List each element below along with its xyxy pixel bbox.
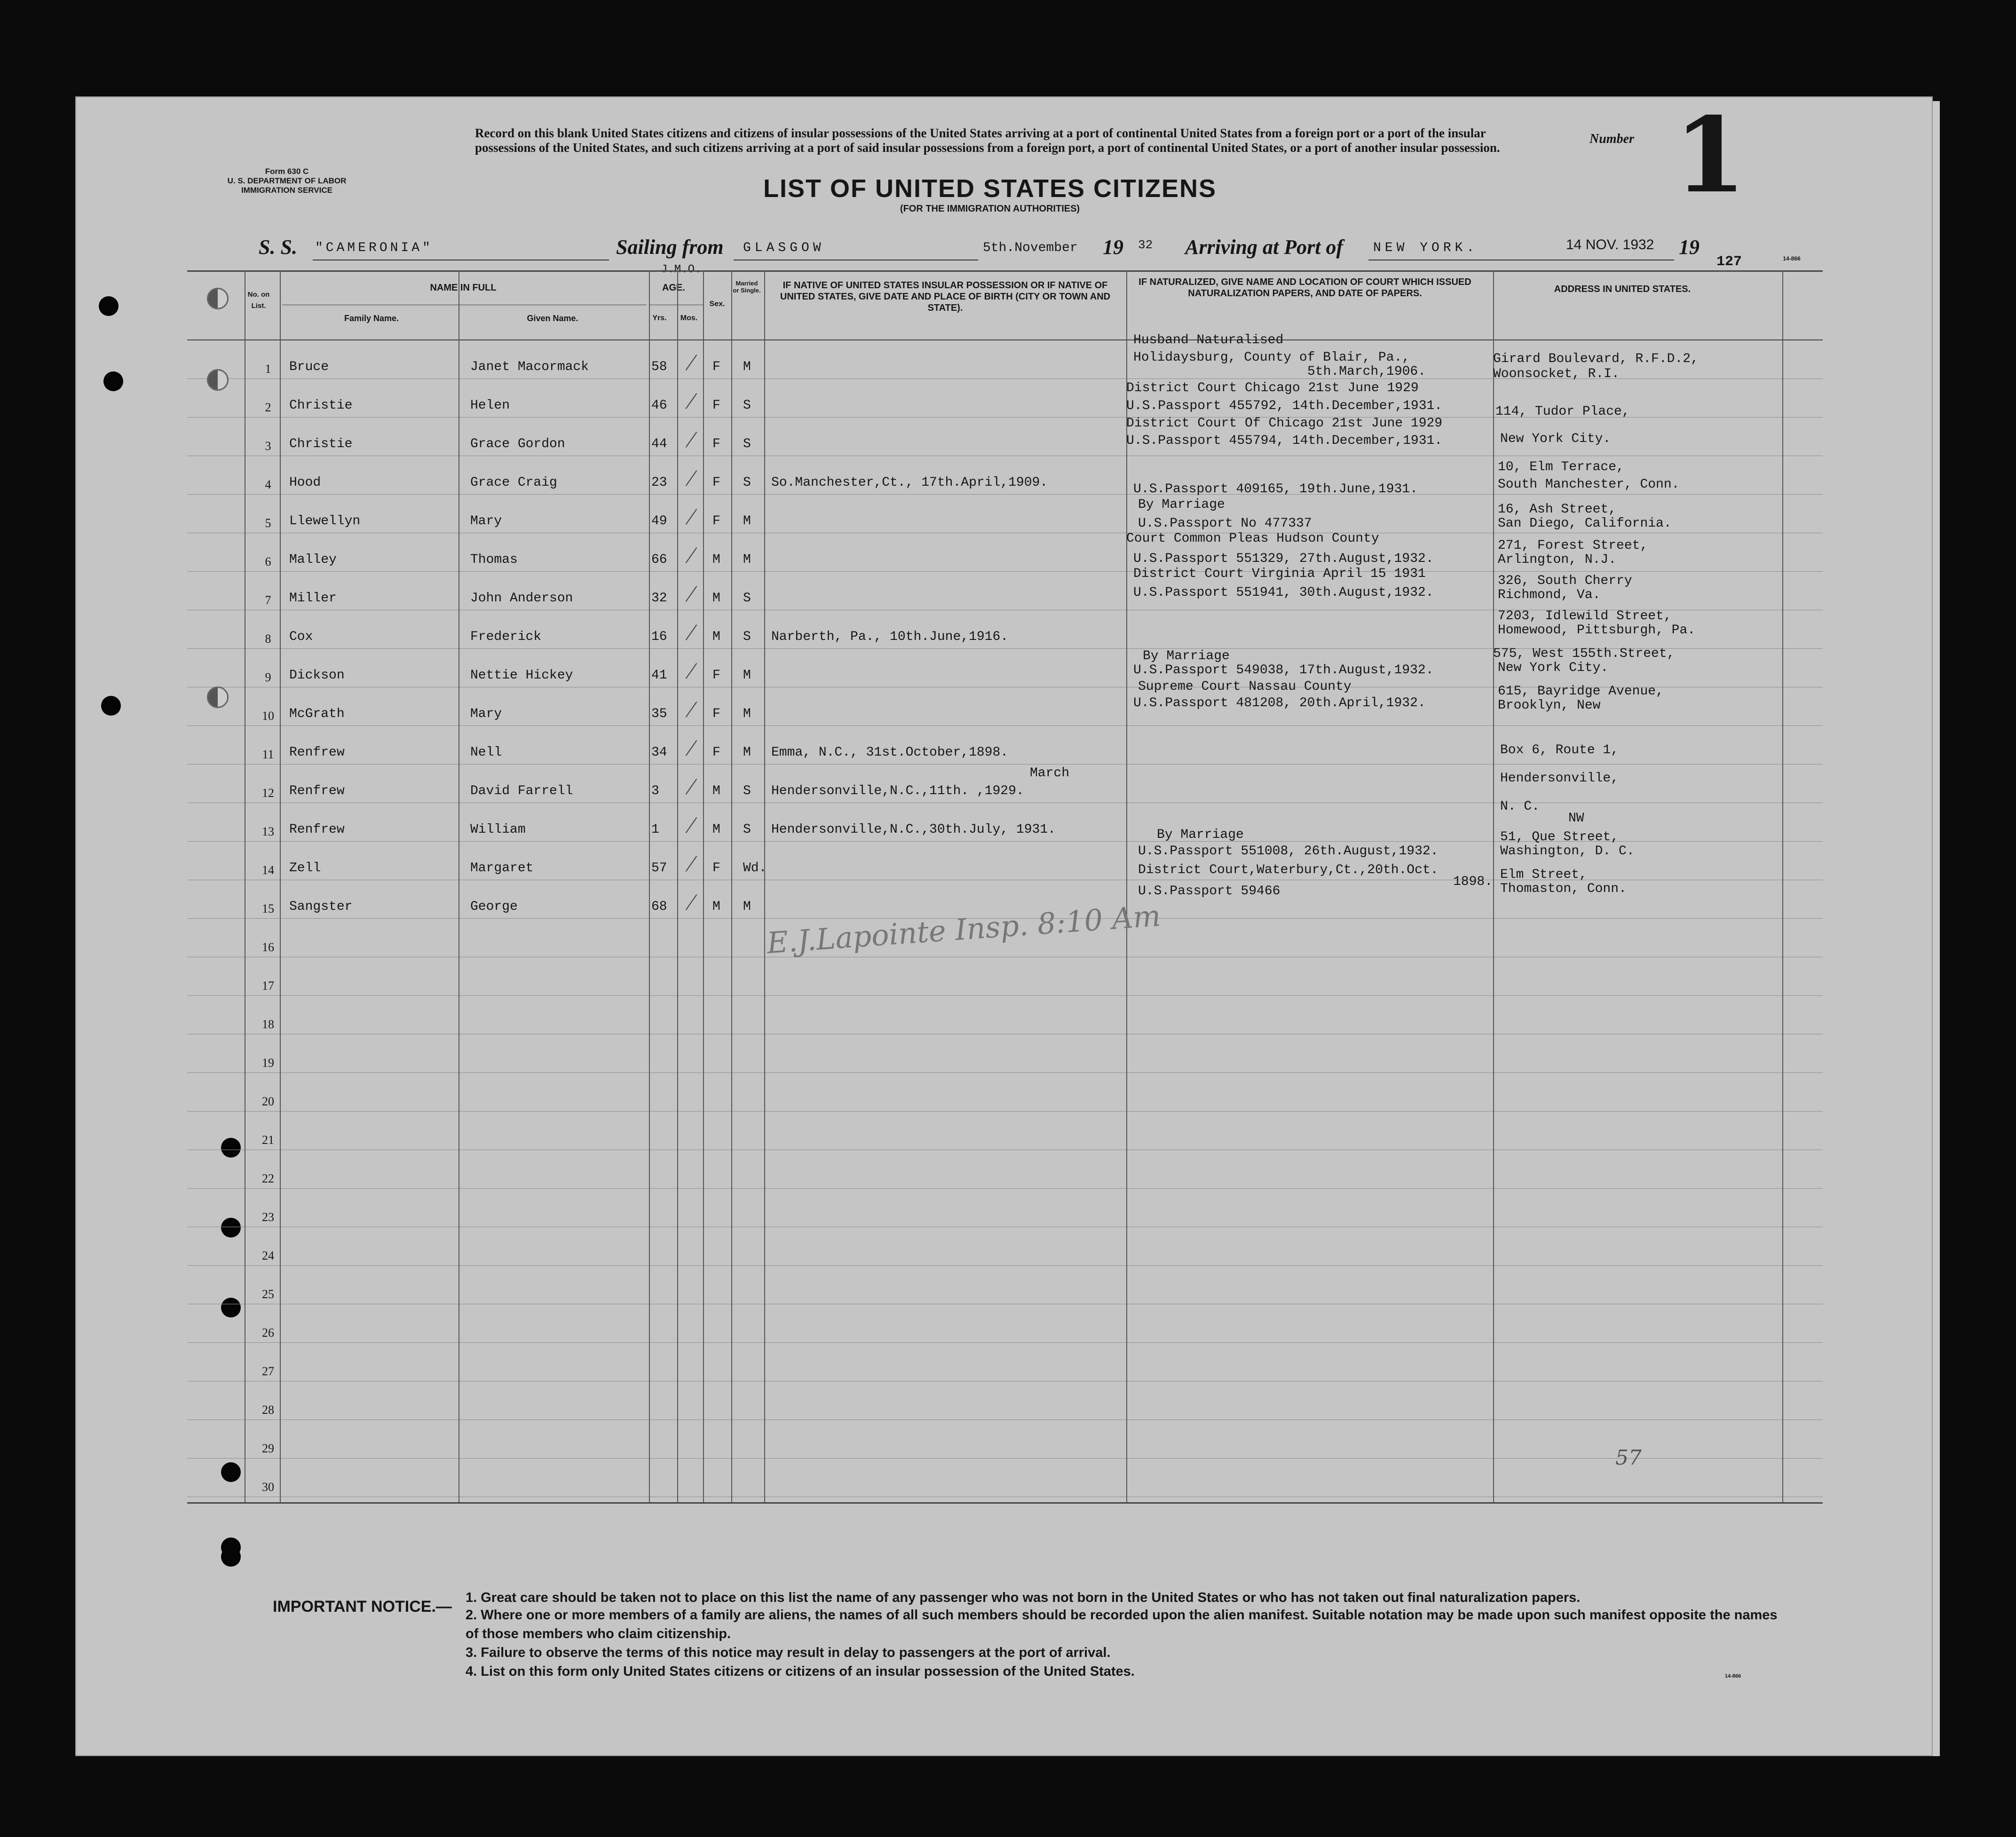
marital-status: M bbox=[743, 668, 751, 683]
given-name: Nell bbox=[470, 745, 502, 760]
header-address: ADDRESS IN UNITED STATES. bbox=[1554, 284, 1691, 294]
family-name: Renfrew bbox=[289, 745, 345, 760]
header-family-name: Family Name. bbox=[344, 314, 399, 323]
header-top-rule bbox=[187, 270, 1823, 272]
family-name: Malley bbox=[289, 552, 337, 567]
marital-status: S bbox=[743, 822, 751, 837]
family-name: Cox bbox=[289, 630, 313, 644]
row-rule bbox=[187, 1342, 1823, 1343]
naturalization-line: District Court Chicago 21st June 1929 bbox=[1126, 381, 1419, 395]
family-name: Renfrew bbox=[289, 822, 345, 837]
naturalization-line: U.S.Passport 455792, 14th.December,1931. bbox=[1126, 399, 1443, 413]
sex: F bbox=[712, 707, 720, 721]
address-line: Homewood, Pittsburgh, Pa. bbox=[1498, 623, 1696, 638]
address-line: New York City. bbox=[1498, 661, 1609, 675]
marital-status: S bbox=[743, 630, 751, 644]
age-years: 57 bbox=[651, 861, 667, 875]
column-rule bbox=[764, 270, 765, 1502]
birthplace: Hendersonville,N.C.,30th.July, 1931. bbox=[771, 822, 1056, 837]
row-number: 17 bbox=[262, 979, 274, 993]
family-name: Llewellyn bbox=[289, 514, 361, 528]
arrival-year-prefix: 19 bbox=[1679, 236, 1700, 259]
row-rule bbox=[187, 1072, 1823, 1073]
naturalization-line: 1898. bbox=[1453, 875, 1493, 889]
row-number: 23 bbox=[262, 1210, 274, 1224]
row-rule bbox=[187, 1265, 1823, 1266]
address-line: South Manchester, Conn. bbox=[1498, 477, 1680, 492]
notice-code: 14-866 bbox=[1724, 1673, 1741, 1679]
arriving-label: Arriving at Port of bbox=[1185, 236, 1344, 259]
marital-status: S bbox=[743, 475, 751, 490]
header-naturalized: IF NATURALIZED, GIVE NAME AND LOCATION OF COURT WHICH ISSUED NATURALIZATION PAPERS, AND DATE OF PAPERS. bbox=[1138, 277, 1471, 299]
sex: F bbox=[712, 745, 720, 760]
row-number: 12 bbox=[262, 786, 274, 800]
address-line: Washington, D. C. bbox=[1500, 844, 1635, 859]
family-name: Zell bbox=[289, 861, 321, 875]
binder-hole bbox=[221, 1138, 241, 1158]
naturalization-line: U.S.Passport 59466 bbox=[1138, 884, 1281, 899]
row-number: 4 bbox=[265, 478, 271, 491]
inspector-signature: E.J.Lapointe Insp. 8:10 Am bbox=[766, 898, 1162, 961]
row-number: 16 bbox=[262, 940, 274, 954]
birthplace: Emma, N.C., 31st.October,1898. bbox=[771, 745, 1009, 760]
age-years: 3 bbox=[651, 784, 659, 798]
age-years: 68 bbox=[651, 899, 667, 914]
age-years: 35 bbox=[651, 707, 667, 721]
row-rule bbox=[187, 764, 1823, 765]
ss-label: S. S. bbox=[259, 236, 297, 259]
given-name: Thomas bbox=[470, 552, 518, 567]
page-subtitle: (FOR THE IMMIGRATION AUTHORITIES) bbox=[900, 204, 1080, 214]
row-number: 14 bbox=[262, 863, 274, 877]
given-name: Mary bbox=[470, 514, 502, 528]
row-number: 3 bbox=[265, 439, 271, 453]
address-line: 10, Elm Terrace, bbox=[1498, 460, 1624, 474]
birthplace: Narberth, Pa., 10th.June,1916. bbox=[771, 630, 1009, 644]
row-number: 7 bbox=[265, 593, 271, 607]
department-name: U. S. DEPARTMENT OF LABOR bbox=[227, 176, 347, 185]
row-number: 29 bbox=[262, 1442, 274, 1455]
marital-status: M bbox=[743, 360, 751, 374]
row-rule bbox=[187, 1419, 1823, 1420]
address-line: San Diego, California. bbox=[1498, 516, 1672, 531]
sex: F bbox=[712, 475, 720, 490]
age-years: 58 bbox=[651, 360, 667, 374]
naturalization-line: By Marriage bbox=[1138, 497, 1225, 512]
family-name: Renfrew bbox=[289, 784, 345, 798]
sex: M bbox=[712, 552, 720, 567]
port-to: NEW YORK. bbox=[1373, 241, 1478, 255]
row-number: 19 bbox=[262, 1056, 274, 1070]
margin-circle-mark bbox=[207, 288, 229, 309]
row-number: 30 bbox=[262, 1480, 274, 1494]
naturalization-line: U.S.Passport 455794, 14th.December,1931. bbox=[1126, 434, 1443, 448]
notice-item: 2. Where one or more members of a family are aliens, the names of all such members should be recorded upon the alien manifest. Suitable notation may be made upon such manifest opposite the names of those members who claim citizenship. bbox=[466, 1608, 1778, 1641]
sex: M bbox=[712, 630, 720, 644]
sex: M bbox=[712, 899, 720, 914]
row-number: 28 bbox=[262, 1403, 274, 1417]
naturalization-line: Supreme Court Nassau County bbox=[1138, 679, 1352, 694]
row-number: 2 bbox=[265, 401, 271, 414]
binder-hole bbox=[221, 1298, 241, 1317]
ship-name: "CAMERONIA" bbox=[315, 241, 433, 255]
row-number: 27 bbox=[262, 1364, 274, 1378]
naturalization-line: 5th.March,1906. bbox=[1307, 364, 1426, 379]
sex: F bbox=[712, 514, 720, 528]
row-number: 11 bbox=[262, 748, 274, 761]
form-header bbox=[221, 167, 353, 195]
sex: F bbox=[712, 668, 720, 683]
row-number: 10 bbox=[262, 709, 274, 723]
header-married-single: Married or Single. bbox=[733, 280, 761, 294]
address-line: Hendersonville, bbox=[1500, 771, 1619, 786]
family-name: Hood bbox=[289, 475, 321, 490]
row-number: 25 bbox=[262, 1287, 274, 1301]
address-line: 16, Ash Street, bbox=[1498, 502, 1617, 517]
header-mos: Mos. bbox=[680, 314, 698, 322]
year-prefix: 19 bbox=[1103, 236, 1123, 259]
row-number: 15 bbox=[262, 902, 274, 915]
naturalization-line: District Court Of Chicago 21st June 1929 bbox=[1126, 416, 1443, 431]
binder-hole bbox=[101, 696, 121, 716]
address-line: NW bbox=[1568, 811, 1584, 826]
binder-hole bbox=[103, 371, 123, 391]
list-number: 1 bbox=[1674, 94, 1747, 216]
column-rule bbox=[1782, 270, 1783, 1502]
marital-status: M bbox=[743, 899, 751, 914]
naturalization-line: U.S.Passport 549038, 17th.August,1932. bbox=[1133, 663, 1434, 678]
page-mark: 127 bbox=[1716, 254, 1742, 270]
address-line: New York City. bbox=[1500, 432, 1611, 446]
address-line: Arlington, N.J. bbox=[1498, 552, 1617, 567]
header-given-name: Given Name. bbox=[527, 314, 578, 323]
header-sex: Sex. bbox=[709, 300, 725, 308]
marital-status: S bbox=[743, 437, 751, 451]
naturalization-line: Holidaysburg, County of Blair, Pa., bbox=[1133, 350, 1410, 365]
table-bottom-rule bbox=[187, 1502, 1823, 1504]
sex: F bbox=[712, 861, 720, 875]
given-name: Helen bbox=[470, 398, 510, 413]
address-line: 615, Bayridge Avenue, bbox=[1498, 684, 1664, 699]
binder-hole bbox=[221, 1218, 241, 1238]
row-rule bbox=[187, 995, 1823, 996]
row-number: 6 bbox=[265, 555, 271, 568]
header-age: AGE. bbox=[662, 283, 685, 293]
marital-status: M bbox=[743, 514, 751, 528]
family-name: Dickson bbox=[289, 668, 345, 683]
age-years: 46 bbox=[651, 398, 667, 413]
family-name: Christie bbox=[289, 398, 353, 413]
row-number: 18 bbox=[262, 1017, 274, 1031]
header-birthplace: IF NATIVE OF UNITED STATES INSULAR POSSESSION OR IF NATIVE OF UNITED STATES, GIVE DATE AND PLACE OF BIRTH (CITY OR TOWN AND STATE). bbox=[780, 280, 1111, 313]
given-name: Mary bbox=[470, 707, 502, 721]
age-years: 1 bbox=[651, 822, 659, 837]
marital-status: S bbox=[743, 398, 751, 413]
header-name-in-full: NAME IN FULL bbox=[430, 283, 497, 293]
row-number: 8 bbox=[265, 632, 271, 646]
row-rule bbox=[187, 1188, 1823, 1189]
port-from: GLASGOW bbox=[743, 241, 825, 255]
row-number: 9 bbox=[265, 670, 271, 684]
row-rule bbox=[187, 1111, 1823, 1112]
naturalization-line: U.S.Passport 551941, 30th.August,1932. bbox=[1133, 585, 1434, 600]
family-name: Miller bbox=[289, 591, 337, 606]
given-name: David Farrell bbox=[470, 784, 573, 798]
address-line: Elm Street, bbox=[1500, 867, 1587, 882]
clerk-initials: J.M.O. bbox=[661, 263, 702, 276]
given-name: Janet Macormack bbox=[470, 360, 589, 374]
marital-status: S bbox=[743, 784, 751, 798]
margin-circle-mark bbox=[207, 369, 229, 391]
naturalization-line: U.S.Passport 551008, 26th.August,1932. bbox=[1138, 844, 1439, 859]
column-rule bbox=[1126, 270, 1127, 1502]
column-rule bbox=[703, 270, 704, 1502]
number-label: Number bbox=[1589, 132, 1634, 146]
naturalization-line: By Marriage bbox=[1143, 649, 1230, 663]
year-suffix: 32 bbox=[1138, 238, 1153, 252]
age-years: 66 bbox=[651, 552, 667, 567]
row-number: 26 bbox=[262, 1326, 274, 1340]
naturalization-line: U.S.Passport No 477337 bbox=[1138, 516, 1312, 531]
naturalization-line: Husband Naturalised bbox=[1133, 333, 1284, 347]
birthplace: Hendersonville,N.C.,11th. ,1929. bbox=[771, 784, 1024, 798]
address-line: 575, West 155th.Street, bbox=[1493, 646, 1675, 661]
marital-status: S bbox=[743, 591, 751, 606]
age-years: 32 bbox=[651, 591, 667, 606]
given-name: Grace Craig bbox=[470, 475, 557, 490]
row-rule bbox=[187, 1458, 1823, 1459]
age-years: 16 bbox=[651, 630, 667, 644]
row-number: 21 bbox=[262, 1133, 274, 1147]
binder-hole bbox=[221, 1462, 241, 1482]
sailing-date: 5th.November bbox=[983, 241, 1078, 255]
family-name: Christie bbox=[289, 437, 353, 451]
notice-item: 3. Failure to observe the terms of this notice may result in delay to passengers at the port of arrival. bbox=[466, 1645, 1111, 1660]
row-rule bbox=[187, 494, 1823, 495]
address-line: 7203, Idlewild Street, bbox=[1498, 609, 1672, 623]
sailing-from-label: Sailing from bbox=[616, 236, 724, 259]
age-years: 41 bbox=[651, 668, 667, 683]
marital-status: M bbox=[743, 552, 751, 567]
row-rule bbox=[187, 725, 1823, 726]
column-rule bbox=[731, 270, 732, 1502]
marital-status: M bbox=[743, 707, 751, 721]
row-number: 1 bbox=[265, 362, 271, 376]
address-line: Brooklyn, New bbox=[1498, 698, 1601, 713]
address-line: Thomaston, Conn. bbox=[1500, 882, 1627, 896]
given-name: Nettie Hickey bbox=[470, 668, 573, 683]
family-name: Bruce bbox=[289, 360, 329, 374]
row-number: 24 bbox=[262, 1249, 274, 1262]
given-name: John Anderson bbox=[470, 591, 573, 606]
notice-label: IMPORTANT NOTICE.— bbox=[273, 1598, 452, 1616]
address-line: 51, Que Street, bbox=[1500, 830, 1619, 844]
header-bottom-rule bbox=[187, 339, 1823, 340]
form-number: Form 630 C bbox=[265, 167, 309, 176]
naturalization-line: District Court,Waterbury,Ct.,20th.Oct. bbox=[1138, 863, 1439, 877]
binder-hole bbox=[99, 296, 119, 316]
given-name: William bbox=[470, 822, 526, 837]
address-line: 271, Forest Street, bbox=[1498, 538, 1648, 553]
column-rule bbox=[1493, 270, 1494, 1502]
row-number: 20 bbox=[262, 1095, 274, 1108]
binder-hole bbox=[221, 1547, 241, 1567]
family-name: McGrath bbox=[289, 707, 345, 721]
service-name: IMMIGRATION SERVICE bbox=[241, 186, 332, 195]
address-line: Richmond, Va. bbox=[1498, 588, 1601, 602]
naturalization-line: By Marriage bbox=[1157, 828, 1244, 842]
birthplace: So.Manchester,Ct., 17th.April,1909. bbox=[771, 475, 1048, 490]
address-line: 326, South Cherry bbox=[1498, 574, 1632, 588]
column-rule bbox=[649, 270, 650, 1502]
record-notice: Record on this blank United States citizens and citizens of insular possessions of the United States arriving at a port of continental United States from a foreign port or a port of the insular possessions of the United States, and such citizens arriving at a port of said insular possessions from a foreign port, a port of continental United States, or a port of another insular possession. bbox=[475, 126, 1500, 155]
sex: F bbox=[712, 437, 720, 451]
family-name: Sangster bbox=[289, 899, 353, 914]
row-rule bbox=[187, 571, 1823, 572]
age-years: 34 bbox=[651, 745, 667, 760]
address-line: N. C. bbox=[1500, 799, 1540, 814]
naturalization-line: U.S.Passport 409165, 19th.June,1931. bbox=[1133, 482, 1418, 497]
given-name: Grace Gordon bbox=[470, 437, 565, 451]
naturalization-line: U.S.Passport 551329, 27th.August,1932. bbox=[1133, 552, 1434, 566]
column-rule bbox=[677, 270, 678, 1502]
row-number: 5 bbox=[265, 516, 271, 530]
arrival-stamp: 14 NOV. 1932 bbox=[1566, 237, 1654, 252]
birthplace-correction: March bbox=[1030, 766, 1070, 781]
sex: M bbox=[712, 591, 720, 606]
notice-item: 4. List on this form only United States citizens or citizens of an insular possession of the United States. bbox=[466, 1664, 1135, 1679]
address-line: Girard Boulevard, R.F.D.2, bbox=[1493, 352, 1699, 366]
sex: F bbox=[712, 398, 720, 413]
age-years: 49 bbox=[651, 514, 667, 528]
age-years: 23 bbox=[651, 475, 667, 490]
page-title: LIST OF UNITED STATES CITIZENS bbox=[763, 174, 1217, 203]
sex: M bbox=[712, 822, 720, 837]
header-no-on-list: No. on List. bbox=[247, 291, 270, 310]
naturalization-line: U.S.Passport 481208, 20th.April,1932. bbox=[1133, 696, 1426, 710]
given-name: Frederick bbox=[470, 630, 542, 644]
row-number: 22 bbox=[262, 1172, 274, 1185]
address-line: Box 6, Route 1, bbox=[1500, 743, 1619, 757]
notice-item: 1. Great care should be taken not to place on this list the name of any passenger who was not born in the United States or who has not taken out final naturalization papers. bbox=[466, 1590, 1581, 1605]
given-name: Margaret bbox=[470, 861, 534, 875]
sex: M bbox=[712, 784, 720, 798]
address-line: 114, Tudor Place, bbox=[1495, 404, 1630, 419]
marital-status: M bbox=[743, 745, 751, 760]
marital-status: Wd. bbox=[743, 861, 767, 875]
naturalization-line: Court Common Pleas Hudson County bbox=[1126, 531, 1379, 546]
row-number: 13 bbox=[262, 825, 274, 838]
given-name: George bbox=[470, 899, 518, 914]
naturalization-line: District Court Virginia April 15 1931 bbox=[1133, 567, 1426, 581]
corner-code: 14-866 bbox=[1783, 255, 1801, 262]
page-note: 57 bbox=[1615, 1446, 1642, 1470]
sex: F bbox=[712, 360, 720, 374]
margin-circle-mark bbox=[207, 686, 229, 708]
column-rule bbox=[280, 270, 281, 1502]
address-line: Woonsocket, R.I. bbox=[1493, 367, 1620, 381]
header-yrs: Yrs. bbox=[652, 314, 667, 322]
age-years: 44 bbox=[651, 437, 667, 451]
